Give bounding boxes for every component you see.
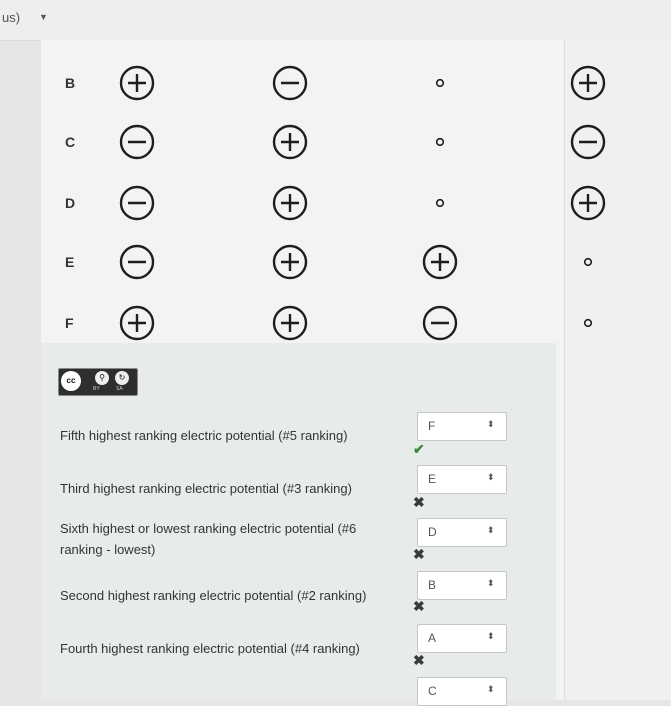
neutral-dot-icon [435,198,445,208]
question-text: Third highest ranking electric potential (#3 ranking) [60,481,352,496]
positive-charge-icon [271,243,309,281]
question-text: Second highest ranking electric potential (#2 ranking) [60,588,367,603]
section-label: us) [2,10,21,25]
cc-license-badge[interactable] [58,368,138,396]
select-arrows-icon: ⬍ [487,419,495,429]
answer-select-value: D [428,525,437,539]
answer-select[interactable] [417,571,507,600]
row-label-e: E [65,254,75,270]
answer-select[interactable] [417,412,507,441]
select-arrows-icon: ⬍ [487,631,495,641]
row-label-c: C [65,134,76,150]
select-arrows-icon: ⬍ [487,578,495,588]
neutral-dot-icon [583,318,593,328]
negative-charge-icon [569,123,607,161]
negative-charge-icon [118,184,156,222]
question-text: Fourth highest ranking electric potential (#4 ranking) [60,641,360,656]
answer-select[interactable] [417,624,507,653]
positive-charge-icon [118,304,156,342]
question-text: Fifth highest ranking electric potential (#5 ranking) [60,428,348,443]
answer-select-value: F [428,419,436,433]
positive-charge-icon [271,123,309,161]
x-icon: ✖ [413,546,425,562]
neutral-dot-icon [435,137,445,147]
x-icon: ✖ [413,494,425,510]
neutral-dot-icon [583,257,593,267]
share-alike-icon: ↻ [115,371,129,385]
answer-select[interactable] [417,465,507,494]
select-arrows-icon: ⬍ [487,684,495,694]
top-bar [0,0,671,41]
x-icon: ✖ [413,598,425,614]
cc-icon: cc [61,371,81,391]
row-label-f: F [65,315,74,331]
positive-charge-icon [421,243,459,281]
row-label-b: B [65,75,76,91]
question-text: Sixth highest or lowest ranking electric potential (#6 ranking - lowest) [60,521,357,557]
positive-charge-icon [569,64,607,102]
person-icon: ⚲ [95,371,109,385]
select-arrows-icon: ⬍ [487,525,495,535]
by-label: BY [93,386,100,392]
positive-charge-icon [271,304,309,342]
positive-charge-icon [569,184,607,222]
check-icon: ✔ [413,441,425,457]
positive-charge-icon [118,64,156,102]
x-icon: ✖ [413,652,425,668]
negative-charge-icon [118,123,156,161]
select-arrows-icon: ⬍ [487,472,495,482]
answer-select[interactable] [417,518,507,547]
positive-charge-icon [271,184,309,222]
answer-select-value: B [428,578,437,592]
negative-charge-icon [421,304,459,342]
row-label-d: D [65,195,76,211]
negative-charge-icon [118,243,156,281]
chevron-down-icon[interactable]: ▼ [39,12,48,22]
answer-select-value: E [428,472,437,486]
negative-charge-icon [271,64,309,102]
answer-select[interactable] [417,677,507,706]
answer-select-value: C [428,684,437,698]
neutral-dot-icon [435,78,445,88]
sa-label: SA [116,386,123,392]
answer-select-value: A [428,631,437,645]
